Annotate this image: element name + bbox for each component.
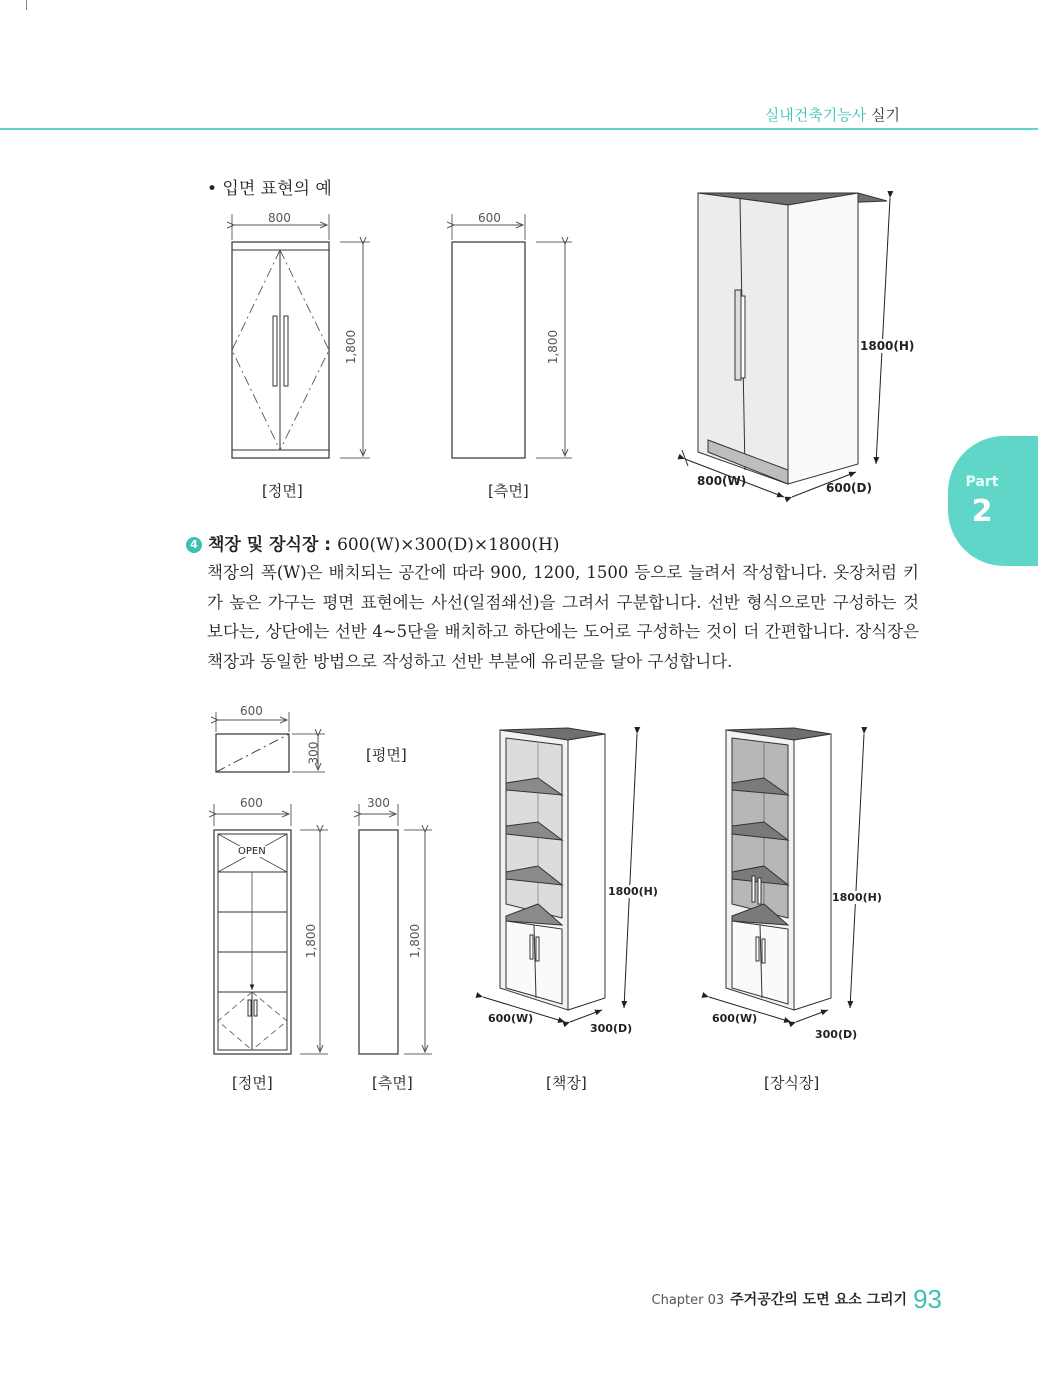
section2-paragraph: 책장의 폭(W)은 배치되는 공간에 따라 900, 1200, 1500 등으로 늘려서 작성합니다. 옷장처럼 키가 높은 가구는 평면 표현에는 사선(일점쇄선)을 그려서 구분합니다. 선반 형식으로만 구성하는 것보다는, 상단에는 선반 4~5단을 배치하고 하단에는 도어로 구성하는 것이 더 간편합니다. 장식장은 책장과 동일한 방법으로 작성하고 선반 부분에 유리문을 달아 구성합니다. — [207, 563, 919, 671]
front2-width-label: 600 — [240, 796, 263, 810]
bookcase-caption: [책장] — [546, 1074, 587, 1092]
front-caption: [정면] — [262, 482, 303, 500]
bookcase-depth-label: 300(D) — [590, 1022, 633, 1035]
iso-depth-label: 600(D) — [826, 481, 872, 495]
cabinet-width-label: 600(W) — [712, 1012, 758, 1025]
side2-width-label: 300 — [367, 796, 390, 810]
iso-height-label: 1800(H) — [860, 339, 915, 353]
header-type: 실기 — [871, 106, 900, 124]
front-width-label: 800 — [268, 211, 291, 225]
part-number: 2 — [971, 494, 993, 529]
cabinet-height-label: 1800(H) — [832, 891, 882, 904]
side-width-label: 600 — [478, 211, 501, 225]
wardrobe-isometric — [682, 193, 890, 497]
section-number-badge: 4 — [186, 537, 202, 553]
bookcase-width-label: 600(W) — [488, 1012, 534, 1025]
cabinet-caption: [장식장] — [764, 1074, 820, 1092]
section2-formula: 600(W)×300(D)×1800(H) — [337, 535, 560, 555]
side2-caption: [측면] — [372, 1074, 413, 1092]
side-height-label: 1,800 — [546, 329, 561, 365]
plan-width-label: 600 — [240, 704, 263, 718]
part-label: Part — [965, 474, 999, 490]
page-footer — [652, 1284, 943, 1315]
iso-width-label: 800(W) — [697, 474, 747, 488]
side2-height-label: 1,800 — [408, 923, 423, 959]
bookcase-height-label: 1800(H) — [608, 885, 658, 898]
front2-caption: [정면] — [232, 1074, 273, 1092]
side-caption: [측면] — [488, 482, 529, 500]
section2-title: 책장 및 장식장 : — [208, 535, 332, 555]
page-number: 93 — [913, 1284, 942, 1314]
footer-chapter: Chapter 03 — [651, 1293, 725, 1308]
plan-caption: [평면] — [366, 746, 407, 764]
open-label: OPEN — [238, 846, 266, 857]
bookcase-isometric — [483, 728, 637, 1022]
front-height-label: 1,800 — [344, 329, 359, 365]
header-subject: 실내건축기능사 — [764, 106, 867, 124]
section1-title: • 입면 표현의 예 — [207, 179, 332, 199]
cabinet-depth-label: 300(D) — [815, 1028, 858, 1041]
front2-height-label: 1,800 — [304, 923, 319, 959]
plan-depth-label: 300 — [306, 741, 321, 765]
cabinet-isometric — [709, 728, 864, 1022]
footer-title: 주거공간의 도면 요소 그리기 — [730, 1292, 908, 1308]
section2-heading — [186, 530, 559, 555]
